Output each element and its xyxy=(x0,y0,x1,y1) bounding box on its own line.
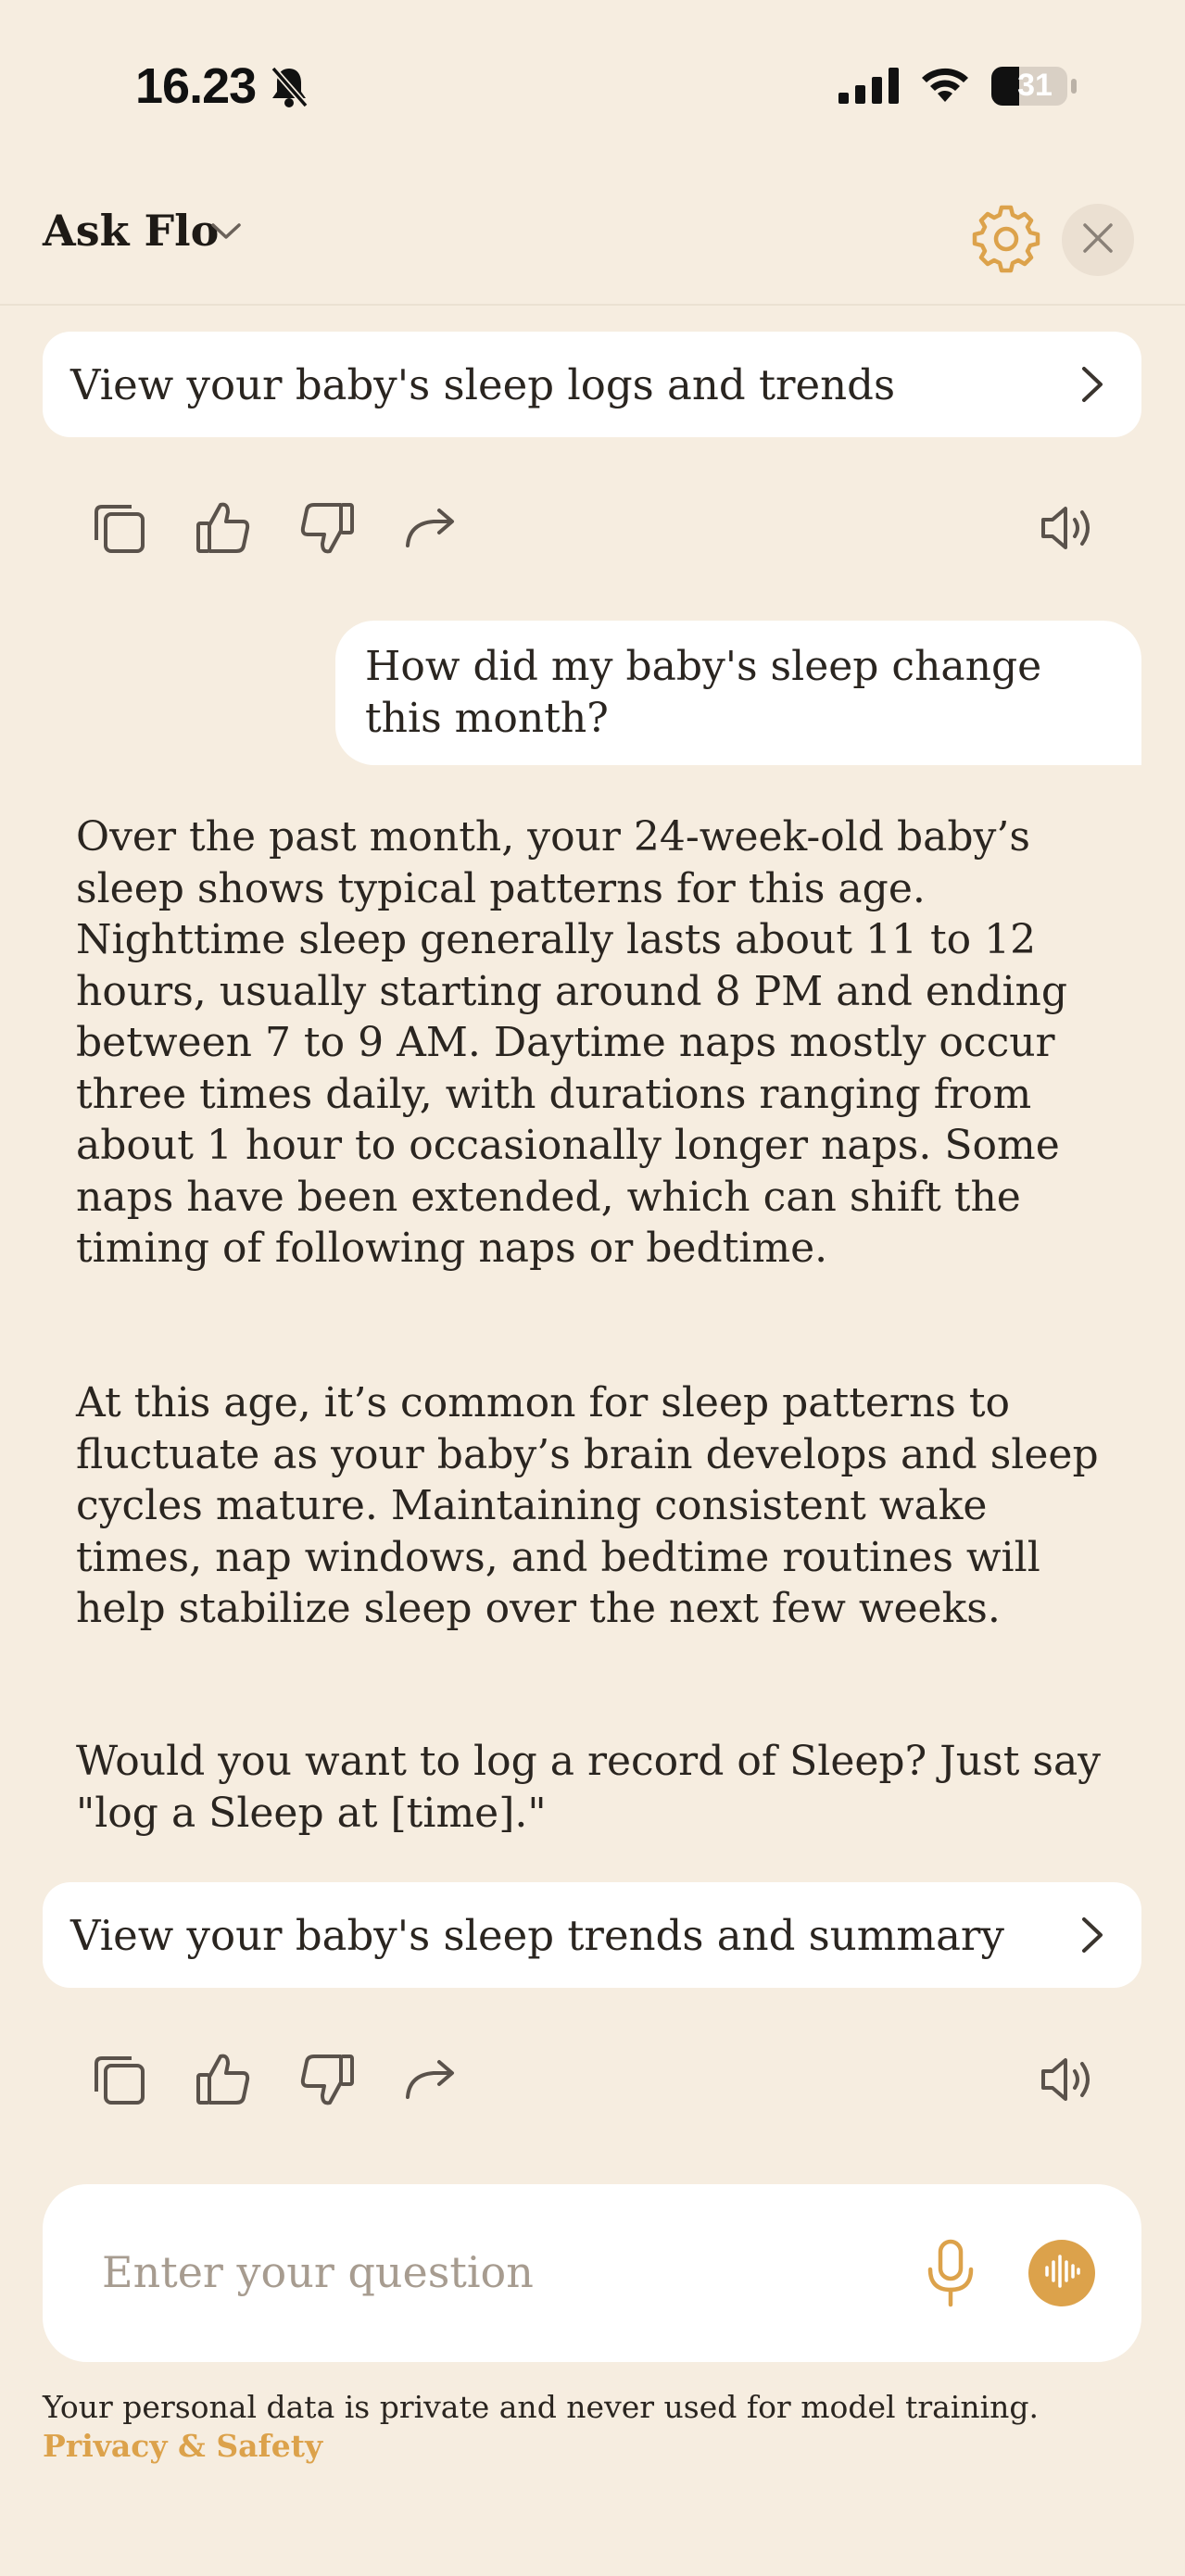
copy-icon[interactable] xyxy=(87,496,152,560)
voice-wave-icon xyxy=(1041,2253,1082,2293)
assistant-paragraph-2: At this age, it’s common for sleep patterns to fluctuate as your baby’s brain develops and sleep cycles mature. Maintaining consistent wake times, nap windows, and bedtime routines will help stabilize sleep over the next few weeks. xyxy=(76,1379,1099,1632)
gear-icon xyxy=(971,260,1041,278)
status-time: 16.23 xyxy=(135,58,257,114)
sleep-logs-card[interactable] xyxy=(43,332,1141,437)
copy-icon[interactable] xyxy=(87,2047,152,2112)
wifi-icon xyxy=(917,61,973,107)
privacy-link[interactable]: Privacy & Safety xyxy=(43,2428,323,2464)
close-button[interactable] xyxy=(1062,204,1134,276)
share-icon[interactable] xyxy=(398,496,463,560)
speaker-icon[interactable] xyxy=(1036,2047,1101,2112)
chevron-right-icon xyxy=(1080,1916,1104,1965)
user-message-text: How did my baby's sleep change this month? xyxy=(365,643,1042,742)
chevron-right-icon xyxy=(1080,365,1104,414)
close-icon xyxy=(1081,221,1115,258)
sleep-trends-card[interactable] xyxy=(43,1882,1141,1988)
assistant-paragraph-3: Would you want to log a record of Sleep? Just say "log a Sleep at [time]." xyxy=(76,1738,1102,1837)
assistant-paragraph-1: Over the past month, your 24-week-old baby’s sleep shows typical patterns for this age. Nighttime sleep generally lasts about 11 to 12 hours, usually starting around 8 PM and ending between 7 to 9 AM. Daytime naps mostly occur three times daily, with durations ranging from about 1 hour to occasionally longer naps. Some naps have been extended, which can shift the timing of following naps or bedtime. xyxy=(76,813,1068,1272)
thumbs-up-icon[interactable] xyxy=(191,2047,256,2112)
status-bar xyxy=(0,0,1185,176)
page-title[interactable]: Ask Flo xyxy=(43,206,220,256)
speaker-icon[interactable] xyxy=(1036,496,1101,560)
message-actions xyxy=(0,496,1185,570)
privacy-footer xyxy=(43,2388,1145,2466)
privacy-text: Your personal data is private and never used for model training. xyxy=(43,2389,1039,2425)
card-label: View your baby's sleep logs and trends xyxy=(70,359,896,409)
message-actions xyxy=(0,2047,1185,2121)
thumbs-down-icon[interactable] xyxy=(295,2047,359,2112)
thumbs-up-icon[interactable] xyxy=(191,496,256,560)
thumbs-down-icon[interactable] xyxy=(295,496,359,560)
signal-icon xyxy=(838,67,900,107)
chevron-down-icon[interactable] xyxy=(209,220,243,246)
card-label: View your baby's sleep trends and summary xyxy=(70,1910,1004,1960)
share-icon[interactable] xyxy=(398,2047,463,2112)
voice-mode-button[interactable] xyxy=(1028,2240,1095,2306)
battery-level: 31 xyxy=(1017,68,1053,103)
microphone-icon xyxy=(914,2298,988,2316)
settings-button[interactable] xyxy=(971,204,1041,274)
microphone-button[interactable] xyxy=(914,2232,988,2312)
user-message xyxy=(335,621,1141,765)
question-input-container xyxy=(43,2184,1141,2362)
header xyxy=(0,176,1185,306)
bell-slash-icon xyxy=(269,65,309,113)
question-input[interactable] xyxy=(102,2240,843,2305)
